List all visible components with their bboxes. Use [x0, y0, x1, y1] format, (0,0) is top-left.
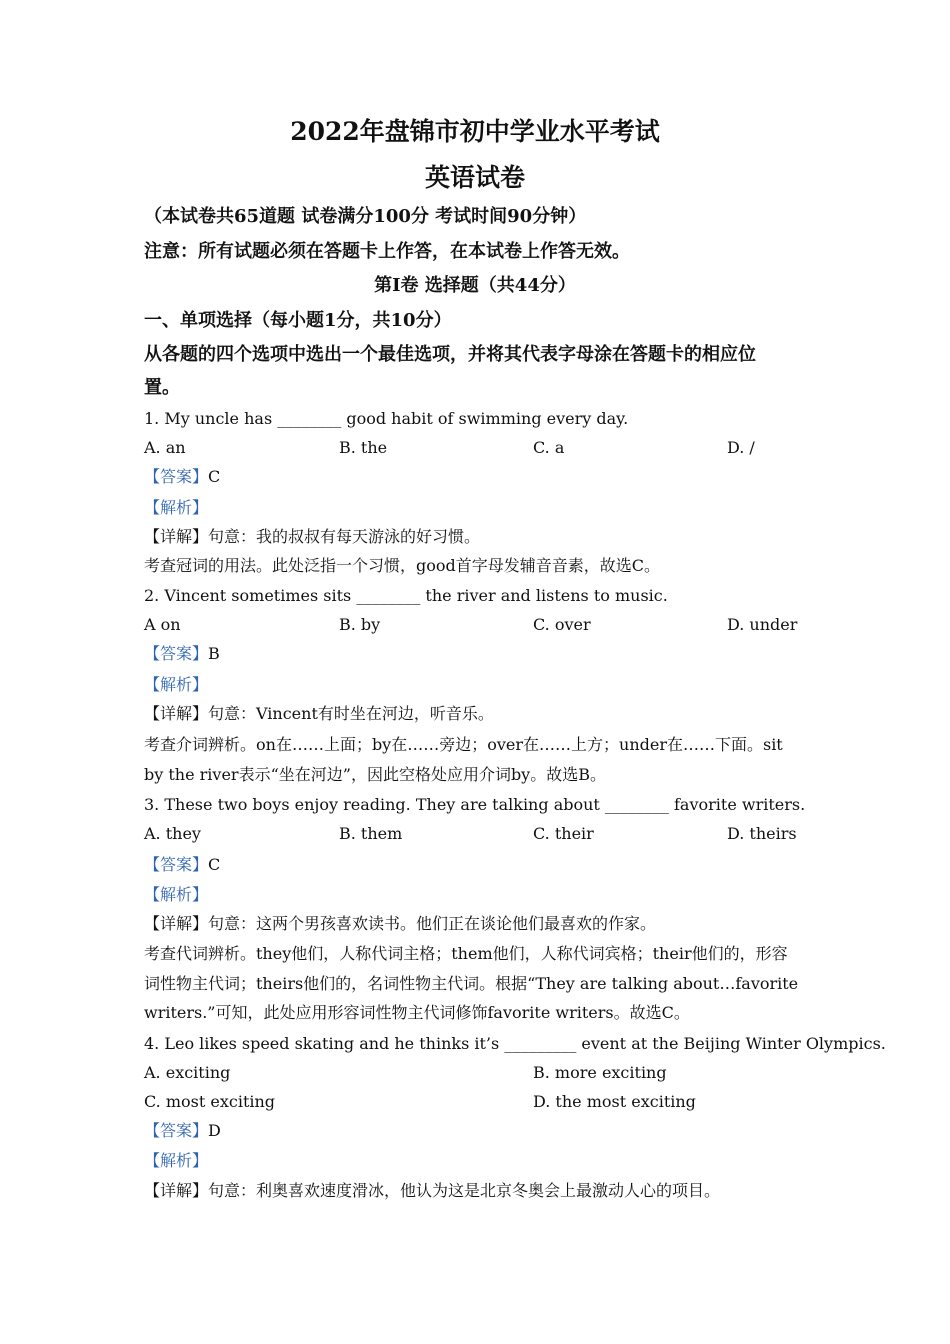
notice: 注意：所有试题必须在答题卡上作答，在本试卷上作答无效。	[144, 241, 630, 262]
q2-option-c: C. over	[533, 615, 591, 634]
q3-analysis-label: 【解析】	[144, 885, 209, 904]
section-title: 一、单项选择（每小题1分，共10分）	[144, 310, 452, 331]
q3-detail-label: 【详解】	[144, 914, 209, 933]
q3-detail-1	[144, 913, 656, 935]
q2-detail-1	[144, 703, 494, 725]
q2-option-a: A on	[144, 615, 181, 634]
q4-detail-text: 句意：利奥喜欢速度滑冰，他认为这是北京冬奥会上最激动人心的项目。	[208, 1181, 721, 1200]
q4-option-a: A. exciting	[144, 1063, 231, 1082]
q2-answer-value: B	[208, 644, 220, 663]
instruction-line-1: 从各题的四个选项中选出一个最佳选项，并将其代表字母涂在答题卡的相应位	[144, 344, 756, 365]
q3-answer	[144, 854, 220, 876]
q2-answer-label: 【答案】	[144, 644, 209, 663]
question-3-stem: 3. These two boys enjoy reading. They are talking about ________ favorite writers.	[144, 795, 806, 814]
q3-option-d: D. theirs	[727, 824, 797, 843]
q4-option-c: C. most exciting	[144, 1092, 276, 1111]
q2-detail-label: 【详解】	[144, 704, 209, 723]
exam-title: 2022年盘锦市初中学业水平考试	[290, 117, 660, 146]
instruction-line-2: 置。	[144, 377, 180, 398]
question-1-stem: 1. My uncle has ________ good habit of swimming every day.	[144, 409, 629, 428]
q3-detail-2: 考查代词辨析。they他们，人称代词主格；them他们，人称代词宾格；their他们的，形容	[144, 944, 788, 963]
q3-answer-label: 【答案】	[144, 855, 209, 874]
q4-answer	[144, 1120, 221, 1142]
q1-option-d: D. /	[727, 438, 755, 457]
q3-answer-value: C	[208, 855, 221, 874]
q4-answer-value: D	[208, 1121, 221, 1140]
q1-detail-2: 考查冠词的用法。此处泛指一个习惯，good首字母发辅音音素，故选C。	[144, 556, 660, 575]
q4-detail-1	[144, 1180, 720, 1202]
q4-option-b: B. more exciting	[533, 1063, 667, 1082]
part-title: 第Ⅰ卷 选择题（共44分）	[374, 275, 576, 296]
q3-detail-3: 词性物主代词；theirs他们的，名词性物主代词。根据“They are talking about…favorite	[144, 974, 799, 993]
q4-detail-label: 【详解】	[144, 1181, 209, 1200]
q3-option-b: B. them	[339, 824, 403, 843]
q2-analysis-label: 【解析】	[144, 675, 209, 694]
q3-option-a: A. they	[144, 824, 201, 843]
q3-option-c: C. their	[533, 824, 594, 843]
q1-answer-label: 【答案】	[144, 467, 209, 486]
question-2-stem: 2. Vincent sometimes sits ________ the river and listens to music.	[144, 586, 668, 605]
q2-answer	[144, 643, 220, 665]
q4-analysis-label: 【解析】	[144, 1151, 209, 1170]
q2-detail-2: 考查介词辨析。on在……上面；by在……旁边；over在……上方；under在……下面。sit	[144, 735, 783, 754]
q2-option-d: D. under	[727, 615, 798, 634]
q1-detail-label: 【详解】	[144, 527, 209, 546]
q1-option-b: B. the	[339, 438, 388, 457]
q1-option-a: A. an	[144, 438, 186, 457]
q3-detail-text: 句意：这两个男孩喜欢读书。他们正在谈论他们最喜欢的作家。	[208, 914, 657, 933]
q1-detail-1	[144, 526, 480, 548]
q2-option-b: B. by	[339, 615, 381, 634]
question-4-stem: 4. Leo likes speed skating and he thinks it’s _________ event at the Beijing Winter Olympics.	[144, 1034, 886, 1053]
q2-detail-3: by the river表示“坐在河边”，因此空格处应用介词by。故选B。	[144, 765, 606, 784]
q1-answer	[144, 466, 220, 488]
q4-option-d: D. the most exciting	[533, 1092, 696, 1111]
exam-info: （本试卷共65道题 试卷满分100分 考试时间90分钟）	[144, 206, 587, 227]
q1-option-c: C. a	[533, 438, 565, 457]
q1-analysis-label: 【解析】	[144, 498, 209, 517]
q4-answer-label: 【答案】	[144, 1121, 209, 1140]
q1-detail-text: 句意：我的叔叔有每天游泳的好习惯。	[208, 527, 481, 546]
q1-answer-value: C	[208, 467, 221, 486]
q2-detail-text: 句意：Vincent有时坐在河边，听音乐。	[208, 704, 494, 723]
exam-subtitle: 英语试卷	[424, 163, 525, 192]
q3-detail-4: writers.”可知，此处应用形容词性物主代词修饰favorite writers。故选C。	[144, 1003, 690, 1022]
